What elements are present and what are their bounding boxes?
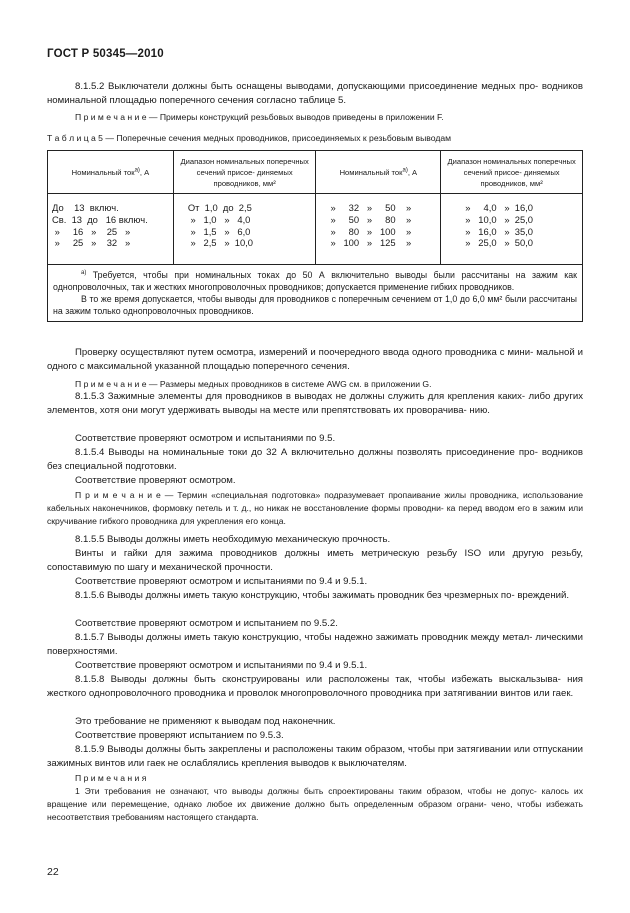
paragraph-8-1-5-4: 8.1.5.4 Выводы на номинальные токи до 32 А включительно должны позволять присоединение про- водников без специальной подготовки. <box>47 447 583 472</box>
paragraph-conformity-9-5: Соответствие проверяют осмотром и испытаниями по 9.5. <box>75 433 336 444</box>
notes-heading: П р и м е ч а н и я <box>75 773 147 783</box>
paragraph-8-1-5-2: 8.1.5.2 Выключатели должны быть оснащены выводами, допускающими присоединение медных про- водников номинальной площадью поперечного сечения согласно таблице 5. <box>47 81 583 106</box>
paragraph-conformity-9-4-b: Соответствие проверяют осмотром и испытаниями по 9.4 и 9.5.1. <box>75 660 368 671</box>
paragraph-conformity-9-4: Соответствие проверяют осмотром и испытаниями по 9.4 и 9.5.1. <box>75 576 368 587</box>
paragraph-8-1-5-9: 8.1.5.9 Выводы должны быть закреплены и расположены таким образом, чтобы при затягивании или отпускании зажимных винтов или гаек не ослаблялись крепления выводов к выключателям. <box>47 744 583 769</box>
header-cross-section-1: Диапазон номинальных поперечных сечений присое- диняемых проводников, мм² <box>173 151 316 194</box>
header-cross-section-2: Диапазон номинальных поперечных сечений присое- диняемых проводников, мм² <box>441 151 583 194</box>
header-rated-current-1: Номинальный ток$^{а)}$, А <box>48 151 174 194</box>
paragraph-conformity-9-5-2: Соответствие проверяют осмотром и испытанием по 9.5.2. <box>75 618 338 629</box>
page-number: 22 <box>47 866 59 878</box>
conductor-table <box>47 150 583 322</box>
table-caption-text: 5 — Поперечные сечения медных проводников, присоединяемых к резьбовым выводам <box>95 133 452 143</box>
note-label: П р и м е ч а н и е <box>75 112 147 122</box>
paragraph-8-1-5-7: 8.1.5.7 Выводы должны иметь такую конструкцию, чтобы надежно зажимать проводник между метал- лическими поверхностями. <box>47 632 583 657</box>
note-text: — Примеры конструкций резьбовых выводов приведены в приложении F. <box>146 112 444 122</box>
document-header: ГОСТ Р 50345—2010 <box>47 48 164 60</box>
note-examples <box>47 111 583 124</box>
paragraph-conformity-9-5-3: Соответствие проверяют испытанием по 9.5.3. <box>75 730 284 741</box>
note-item-1: 1 Эти требования не означают, что выводы должны быть спроектированы таким образом, чтобы не допус- калось их вращение или перемещение, однако любое их движение должно быть определенным образом ограни- чено, чтобы избежать несоответствия требованиям настоящего стандарта. <box>47 786 583 822</box>
cell-section-range-2: » 4,0 » 16,0 » 10,0 » 25,0 » 16,0 » 35,0 » 25,0 » 50,0 <box>441 194 583 265</box>
paragraph-8-1-5-8: 8.1.5.8 Выводы должны быть сконструированы или расположены так, чтобы избежать выскальзыва- ния жесткого однопроволочного проводника и проволок многопроволочного проводника при затягивании винтов или гаек. <box>47 674 583 699</box>
paragraph-screws: Винты и гайки для зажима проводников должны иметь метрическую резьбу ISO или другую резьбу, сопоставимую по шагу и механической прочности. <box>47 548 583 573</box>
cell-section-range-1: От 1,0 до 2,5 » 1,0 » 4,0 » 1,5 » 6,0 » 2,5 » 10,0 <box>173 194 316 265</box>
paragraph-conformity-inspection: Соответствие проверяют осмотром. <box>75 475 236 486</box>
note-special-preparation: П р и м е ч а н и е — Термин «специальная подготовка» подразумевает пропаивание жилы проводника, использование кабельных наконечников, формовку петель и т. д., но никак не восстановление формы проводни- ка перед вводом его в зажим или скручивание гибкого проводника для укрепления его конца. <box>47 490 584 526</box>
cell-current-range-1: До 13 включ. Св. 13 до 16 включ. » 16 » 25 » » 25 » 32 » <box>48 194 174 265</box>
table-caption <box>47 132 583 145</box>
paragraph-lugs: Это требование не применяют к выводам под наконечник. <box>75 716 336 727</box>
paragraph-check: Проверку осуществляют путем осмотра, измерений и поочередного ввода одного проводника с мини- мальной и одного с максимальной указанной площадью поперечного сечения. <box>47 347 583 372</box>
note-awg: П р и м е ч а н и е — Размеры медных проводников в системе AWG см. в приложении G. <box>75 379 432 389</box>
paragraph-8-1-5-3: 8.1.5.3 Зажимные элементы для проводников в выводах не должны служить для крепления каких- либо других элементов, хотя они могут удерживать выводы на месте или препятствовать их проворачива- нию. <box>47 391 583 416</box>
cell-current-range-2: » 32 » 50 » » 50 » 80 » » 80 » 100 » » 100 » 125 » <box>316 194 441 265</box>
header-rated-current-2: Номинальный ток$^{а)}$, А <box>316 151 441 194</box>
paragraph-8-1-5-5: 8.1.5.5 Выводы должны иметь необходимую механическую прочность. <box>75 534 391 545</box>
table-caption-label: Т а б л и ц а <box>47 133 96 143</box>
table-footnote: $^{а)}$ Требуется, чтобы при номинальных токах до 50 А включительно выводы были рассчитаны на зажим как однопроволочных, так и жестких многопроволочных проводников; допускается применение гибких проводников. В то же время допускается, чтобы выводы для проводников с поперечным сечением от 1,0 до 6,0 мм² были рассчитаны на зажим только однопроволочных проводников. <box>48 265 583 322</box>
paragraph-8-1-5-6: 8.1.5.6 Выводы должны иметь такую конструкцию, чтобы зажимать проводник без чрезмерных по- вреждений. <box>75 590 570 601</box>
